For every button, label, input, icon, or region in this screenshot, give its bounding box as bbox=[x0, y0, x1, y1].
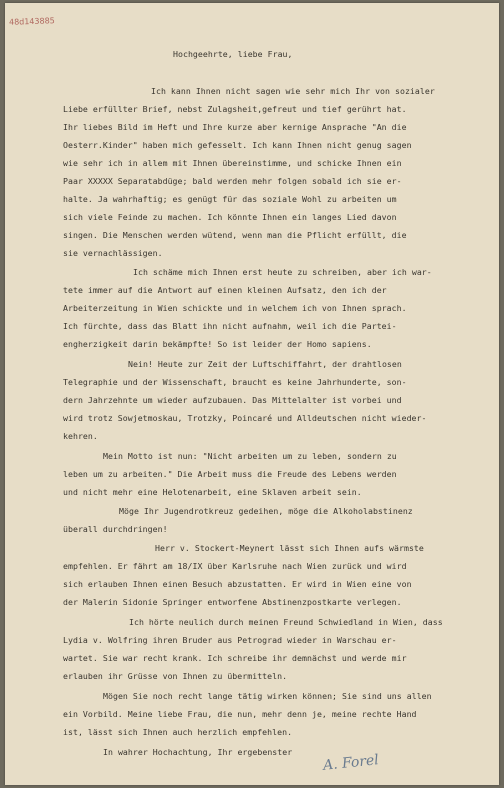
letter-line: Herr v. Stockert-Meynert lässt sich Ihnen aufs wärmste bbox=[155, 543, 424, 553]
letter-line: leben um zu arbeiten." Die Arbeit muss die Freude des Lebens werden bbox=[63, 469, 397, 479]
letter-line: Ich schäme mich Ihnen erst heute zu schreiben, aber ich war- bbox=[133, 267, 432, 277]
letter-line: Möge Ihr Jugendrotkreuz gedeihen, möge die Alkoholabstinenz bbox=[119, 506, 413, 516]
letter-line: Ich hörte neulich durch meinen Freund Schwiedland in Wien, dass bbox=[129, 617, 443, 627]
handwritten-signature: A. Forel bbox=[322, 752, 380, 774]
letter-line: singen. Die Menschen werden wütend, wenn man die Pflicht erfüllt, die bbox=[63, 230, 407, 240]
letter-line: wartet. Sie war recht krank. Ich schreibe ihr demnächst und werde mir bbox=[63, 653, 407, 663]
letter-line: halte. Ja wahrhaftig; es genügt für das soziale Wohl zu arbeiten um bbox=[63, 194, 397, 204]
letter-line: Mein Motto ist nun: "Nicht arbeiten um zu leben, sondern zu bbox=[103, 451, 397, 461]
letter-line: kehren. bbox=[63, 431, 98, 441]
letter-line: dern Jahrzehnte um wieder aufzubauen. Das Mittelalter ist vorbei und bbox=[63, 395, 402, 405]
letter-line: Nein! Heute zur Zeit der Luftschiffahrt, der drahtlosen bbox=[128, 359, 402, 369]
letter-line: Ihr liebes Bild im Heft und Ihre kurze aber kernige Ansprache "An die bbox=[63, 122, 407, 132]
archive-reference-mark: 48d143885 bbox=[8, 16, 55, 27]
letter-line: Lydia v. Wolfring ihren Bruder aus Petrograd wieder in Warschau er- bbox=[63, 635, 397, 645]
letter-line: erlauben ihr Grüsse von Ihnen zu übermitteln. bbox=[63, 671, 288, 681]
letter-line: Oesterr.Kinder" haben mich gefesselt. Ich kann Ihnen nicht genug sagen bbox=[63, 140, 412, 150]
letter-line: Telegraphie und der Wissenschaft, braucht es keine Jahrhunderte, son- bbox=[63, 377, 407, 387]
letter-line: überall durchdringen! bbox=[63, 524, 168, 534]
letter-line: Ich fürchte, dass das Blatt ihn nicht aufnahm, weil ich die Partei- bbox=[63, 321, 397, 331]
letter-line: Liebe erfüllter Brief, nebst Zulagsheit,gefreut und tief gerührt hat. bbox=[63, 104, 407, 114]
letter-line: wird trotz Sowjetmoskau, Trotzky, Poincaré und Alldeutschen nicht wieder- bbox=[63, 413, 427, 423]
letter-line: ein Vorbild. Meine liebe Frau, die nun, mehr denn je, meine rechte Hand bbox=[63, 709, 417, 719]
letter-line: Mögen Sie noch recht lange tätig wirken können; Sie sind uns allen bbox=[103, 691, 432, 701]
letter-page bbox=[5, 3, 499, 785]
closing-line: In wahrer Hochachtung, Ihr ergebenster bbox=[103, 747, 293, 757]
letter-line: und nicht mehr eine Helotenarbeit, eine Sklaven arbeit sein. bbox=[63, 487, 362, 497]
letter-line: Paar XXXXX Separatabdüge; bald werden mehr folgen sobald ich sie er- bbox=[63, 176, 402, 186]
letter-line: sie vernachlässigen. bbox=[63, 248, 163, 258]
letter-line: tete immer auf die Antwort auf einen kleinen Aufsatz, den ich der bbox=[63, 285, 387, 295]
letter-line: Ich kann Ihnen nicht sagen wie sehr mich Ihr von sozialer bbox=[151, 86, 435, 96]
letter-line: sich viele Feinde zu machen. Ich könnte Ihnen ein langes Lied davon bbox=[63, 212, 397, 222]
letter-line: engherzigkeit darin bekämpfte! So ist leider der Homo sapiens. bbox=[63, 339, 372, 349]
letter-line: empfehlen. Er fährt am 18/IX über Karlsruhe nach Wien zurück und wird bbox=[63, 561, 407, 571]
letter-line: wie sehr ich in allem mit Ihnen übereinstimme, und schicke Ihnen ein bbox=[63, 158, 402, 168]
letter-line: ist, lässt sich Ihnen auch herzlich empfehlen. bbox=[63, 727, 293, 737]
letter-line: Arbeiterzeitung in Wien schickte und in welchem ich von Ihnen sprach. bbox=[63, 303, 407, 313]
letter-line: der Malerin Sidonie Springer entworfene Abstinenzpostkarte verlegen. bbox=[63, 597, 402, 607]
salutation: Hochgeehrte, liebe Frau, bbox=[173, 49, 293, 59]
letter-line: sich erlauben Ihnen einen Besuch abzustatten. Er wird in Wien eine von bbox=[63, 579, 412, 589]
